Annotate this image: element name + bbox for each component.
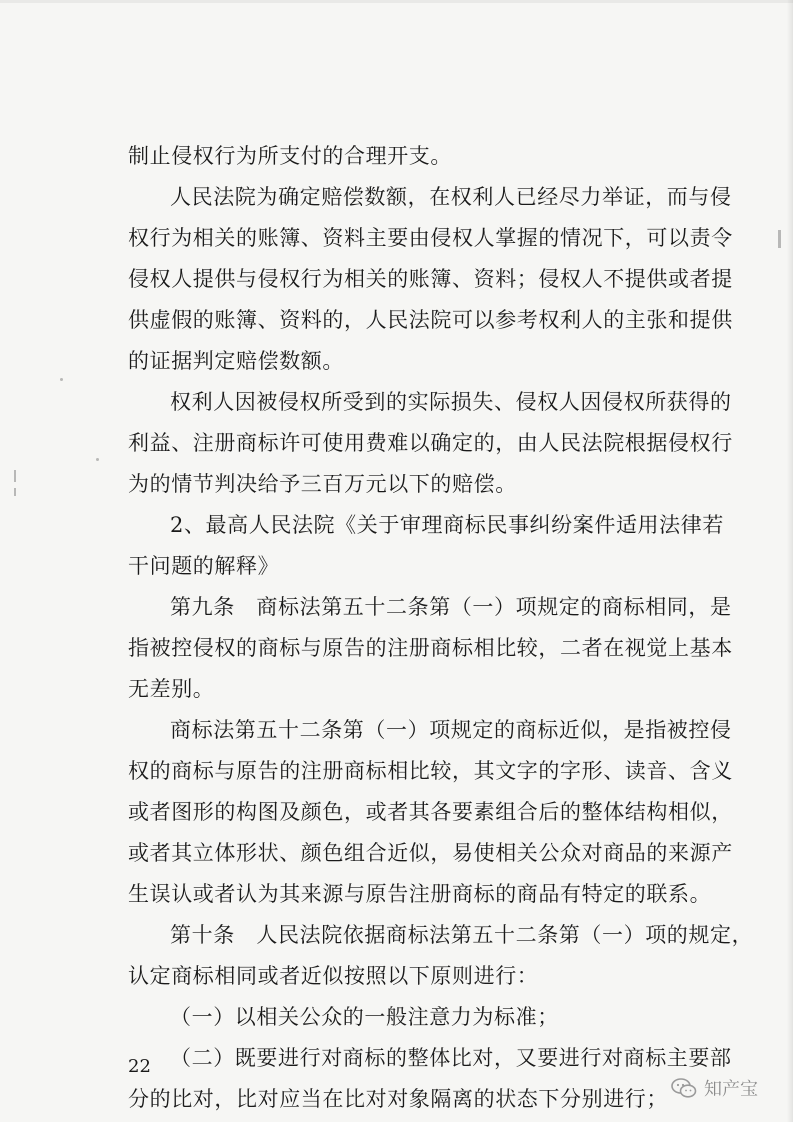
- text-line: （二）既要进行对商标的整体比对，又要进行对商标主要部: [170, 1046, 732, 1070]
- text-line: 供虚假的账簿、资料的，人民法院可以参考权利人的主张和提供: [128, 308, 733, 332]
- text-line: 分的比对，比对应当在比对对象隔离的状态下分别进行；: [128, 1087, 668, 1111]
- text-line: （一）以相关公众的一般注意力为标准；: [170, 1005, 559, 1029]
- text-line: 权行为相关的账簿、资料主要由侵权人掌握的情况下，可以责令: [128, 226, 733, 250]
- text-line: 商标法第五十二条第（一）项规定的商标近似，是指被控侵: [170, 718, 732, 742]
- text-line: 侵权人提供与侵权行为相关的账簿、资料；侵权人不提供或者提: [128, 267, 733, 291]
- text-line: 干问题的解释》: [128, 554, 280, 578]
- text-line: 为的情节判决给予三百万元以下的赔偿。: [128, 472, 517, 496]
- scan-edge-right: [787, 0, 793, 1122]
- scan-speck: [60, 378, 63, 381]
- text-line: 或者其立体形状、颜色组合近似，易使相关公众对商品的来源产: [128, 841, 733, 865]
- text-line: 权的商标与原告的注册商标相比较，其文字的字形、读音、含义: [128, 759, 733, 783]
- page-number: 22: [128, 1056, 151, 1077]
- scan-speck: [96, 458, 99, 461]
- text-line: 第十条 人民法院依据商标法第五十二条第（一）项的规定，: [170, 923, 754, 947]
- text-line: 生误认或者认为其来源与原告注册商标的商品有特定的联系。: [128, 882, 712, 906]
- watermark-text: 知产宝: [704, 1079, 758, 1100]
- text-line: 或者图形的构图及颜色，或者其各要素组合后的整体结构相似，: [128, 800, 733, 824]
- text-line: 利益、注册商标许可使用费难以确定的，由人民法院根据侵权行: [128, 431, 733, 455]
- text-line: 无差别。: [128, 677, 215, 701]
- text-line: 第九条 商标法第五十二条第（一）项规定的商标相同，是: [170, 595, 732, 619]
- text-line: 的证据判定赔偿数额。: [128, 349, 344, 373]
- scan-speck: [14, 488, 16, 496]
- scan-speck: [14, 470, 16, 482]
- scan-speck: [778, 230, 781, 248]
- wechat-icon: [670, 1077, 698, 1099]
- text-line: 指被控侵权的商标与原告的注册商标相比较，二者在视觉上基本: [128, 636, 733, 660]
- text-line: 权利人因被侵权所受到的实际损失、侵权人因侵权所获得的: [170, 390, 732, 414]
- text-line: 制止侵权行为所支付的合理开支。: [128, 144, 452, 168]
- watermark: [670, 1075, 758, 1101]
- text-line: 人民法院为确定赔偿数额，在权利人已经尽力举证，而与侵: [170, 185, 732, 209]
- text-line: 2、最高人民法院《关于审理商标民事纠纷案件适用法律若: [170, 513, 724, 537]
- scan-edge-top: [0, 0, 793, 3]
- text-line: 认定商标相同或者近似按照以下原则进行：: [128, 964, 539, 988]
